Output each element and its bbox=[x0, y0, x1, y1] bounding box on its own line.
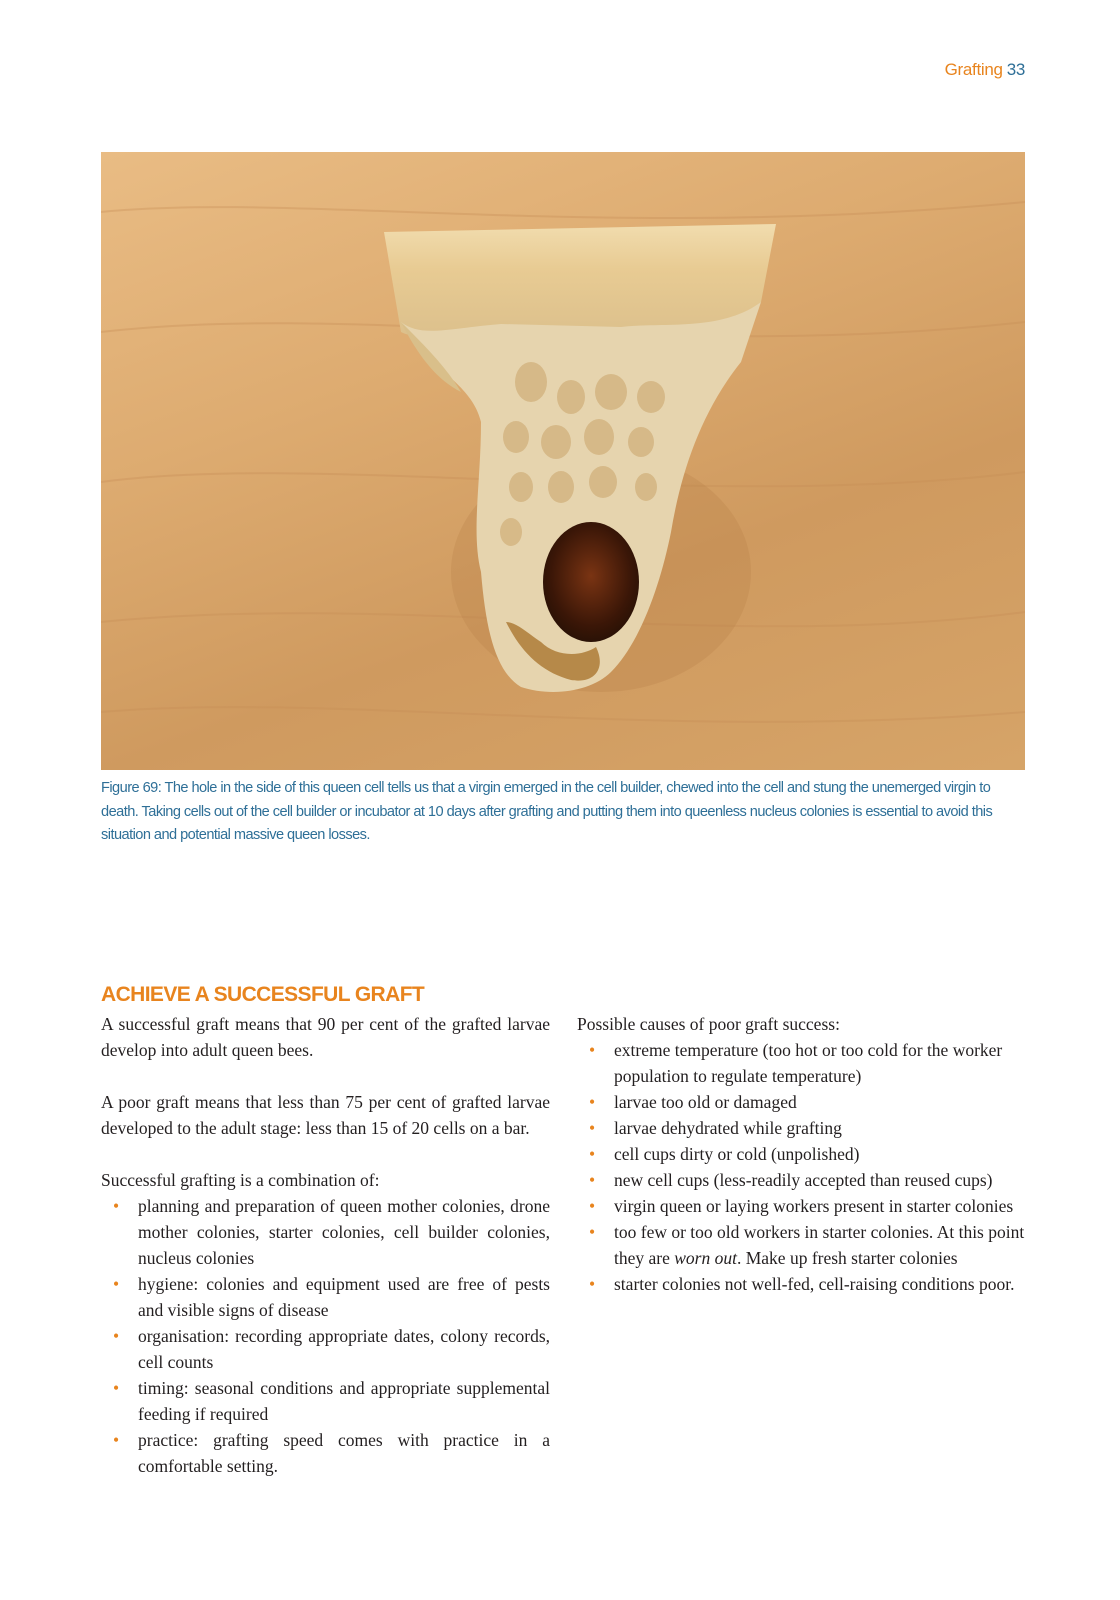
bullet: • bbox=[589, 1092, 596, 1112]
list-item: • starter colonies not well-fed, cell-raising conditions poor. bbox=[577, 1271, 1027, 1297]
page-number: 33 bbox=[1006, 60, 1025, 79]
bullet: • bbox=[113, 1430, 120, 1450]
poor-graft-paragraph: A poor graft means that less than 75 per cent of grafted larvae developed to the adult stage: less than 15 of 20 cells on a bar. bbox=[101, 1092, 550, 1138]
bullet: • bbox=[113, 1378, 120, 1398]
section-heading: ACHIEVE A SUCCESSFUL GRAFT bbox=[101, 983, 425, 1006]
bullet: • bbox=[113, 1326, 120, 1346]
bullet: • bbox=[113, 1196, 120, 1216]
list-item: • planning and preparation of queen mother colonies, drone mother colonies, starter colonies, cell builder colonies, nucleus colonies bbox=[101, 1193, 550, 1271]
bullet: • bbox=[589, 1118, 596, 1138]
list-item: • cell cups dirty or cold (unpolished) bbox=[577, 1141, 1027, 1167]
poor-graft-causes-list bbox=[577, 1037, 1027, 1297]
queen-cell-photo bbox=[101, 152, 1025, 770]
list-item: • hygiene: colonies and equipment used are free of pests and visible signs of disease bbox=[101, 1271, 550, 1323]
list-item: • organisation: recording appropriate dates, colony records, cell counts bbox=[101, 1323, 550, 1375]
bullet: • bbox=[589, 1144, 596, 1164]
list-item: • too few or too old workers in starter colonies. At this point they are worn out. Make up fresh starter colonies bbox=[577, 1219, 1027, 1271]
successful-graft-paragraph: A successful graft means that 90 per cent of the grafted larvae develop into adult queen bees. bbox=[101, 1014, 550, 1060]
bullet: • bbox=[589, 1170, 596, 1190]
list-item: • practice: grafting speed comes with practice in a comfortable setting. bbox=[101, 1427, 550, 1479]
list-item: • new cell cups (less-readily accepted than reused cups) bbox=[577, 1167, 1027, 1193]
bullet: • bbox=[113, 1274, 120, 1294]
success-factors-list bbox=[101, 1193, 550, 1479]
list-item: • timing: seasonal conditions and appropriate supplemental feeding if required bbox=[101, 1375, 550, 1427]
figure-caption: Figure 69: The hole in the side of this queen cell tells us that a virgin emerged in the cell builder, chewed into the cell and stung the unemerged virgin to death. Taking cells out of the cell builder or incubator at 10 days after grafting and putting them into queenless nucleus colonies is essential to avoid this situation and potential massive queen losses. bbox=[101, 780, 993, 843]
list-item: • virgin queen or laying workers present in starter colonies bbox=[577, 1193, 1027, 1219]
running-header bbox=[945, 60, 1025, 80]
running-header-section: Grafting bbox=[944, 60, 1003, 79]
combination-intro: Successful grafting is a combination of: bbox=[101, 1170, 380, 1190]
poor-graft-causes-intro: Possible causes of poor graft success: bbox=[577, 1014, 840, 1034]
emphasis-worn-out: worn out bbox=[674, 1248, 737, 1268]
list-item: • larvae too old or damaged bbox=[577, 1089, 1027, 1115]
bullet: • bbox=[589, 1222, 596, 1242]
list-item: • extreme temperature (too hot or too cold for the worker population to regulate temperature) bbox=[577, 1037, 1027, 1089]
bullet: • bbox=[589, 1040, 596, 1060]
right-column bbox=[577, 1011, 1027, 1297]
bullet: • bbox=[589, 1274, 596, 1294]
bullet: • bbox=[589, 1196, 596, 1216]
list-item: • larvae dehydrated while grafting bbox=[577, 1115, 1027, 1141]
left-column bbox=[101, 1011, 550, 1479]
